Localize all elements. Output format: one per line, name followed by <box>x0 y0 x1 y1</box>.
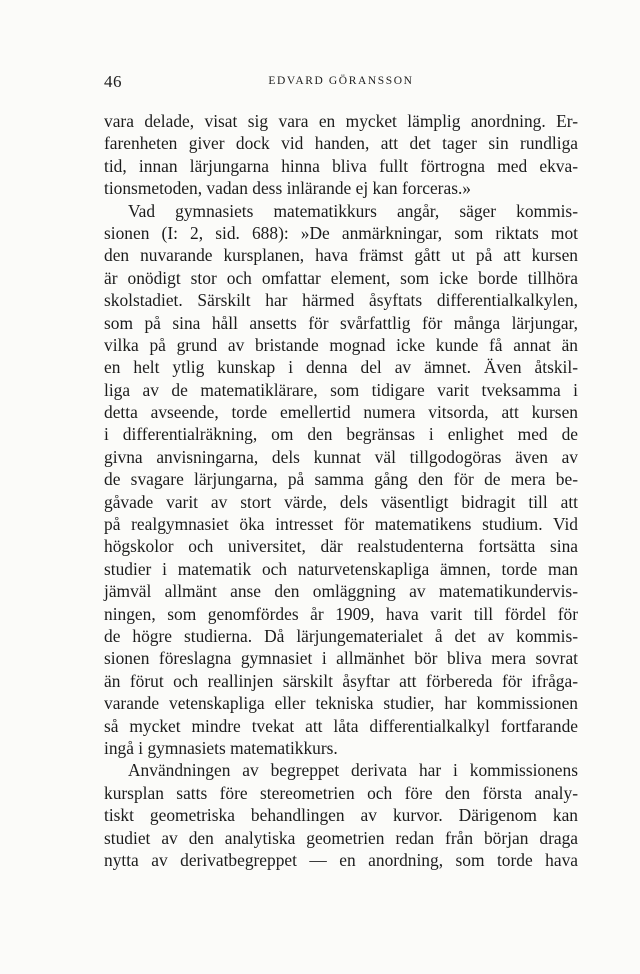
text-line: farenheten giver dock vid handen, att det tager sin rundliga <box>104 133 578 154</box>
text-line: vilka på grund av bristande mognad icke kunde få annat än <box>104 334 578 355</box>
text-line: som på sina håll ansetts för svårfattlig för många lärjungar, <box>104 312 578 333</box>
page-header <box>104 72 578 96</box>
text-line: Användningen av begreppet derivata har i kommissionens <box>128 760 578 781</box>
text-line: varande vetenskapliga eller tekniska studier, har kommissionen <box>104 693 578 714</box>
text-line: sionen föreslagna gymnasiet i allmänhet bör bliva mera sovrat <box>104 648 578 669</box>
text-line: detta avseende, torde emellertid numera vitsorda, att kursen <box>104 402 578 423</box>
text-line: ingå i gymnasiets matematikkurs. <box>104 737 338 758</box>
text-line: högskolor och universitet, där realstudenterna fortsätta sina <box>104 536 578 557</box>
text-line: Vad gymnasiets matematikkurs angår, säger kommis- <box>128 200 578 221</box>
page-number: 46 <box>104 72 122 91</box>
running-head: EDVARD GÖRANSSON <box>268 75 414 87</box>
text-line: så mycket mindre tvekat att låta differentialkalkyl fortfarande <box>104 715 578 736</box>
text-line: studiet av den analytiska geometrien redan från början draga <box>104 827 578 848</box>
text-line: sionen (I: 2, sid. 688): »De anmärkningar, som riktats mot <box>104 222 578 243</box>
text-line: än förut och reallinjen särskilt åsyftar att förbereda för ifråga- <box>104 670 578 691</box>
text-line: de svagare lärjungarna, på samma gång den för de mera be- <box>104 469 578 490</box>
text-line: på realgymnasiet öka intresset för matematikens studium. Vid <box>104 514 578 535</box>
text-line: ningen, som genomfördes år 1909, hava varit till fördel för <box>104 603 578 624</box>
text-line: tionsmetoden, vadan dess inlärande ej kan forceras.» <box>104 178 472 199</box>
text-line: tid, innan lärjungarna hinna bliva fullt förtrogna med ekva- <box>104 155 578 176</box>
text-line: kursplan satts före stereometrien och före den första analy- <box>104 782 578 803</box>
text-line: studier i matematik och naturvetenskapliga ämnen, torde man <box>104 558 578 579</box>
text-line: en helt ytlig kunskap i denna del av ämnet. Även åtskil- <box>104 357 578 378</box>
text-line: är onödigt stor och omfattar element, som icke borde tillhöra <box>104 267 578 288</box>
text-line: jämväl allmänt anse den omläggning av matematikundervis- <box>104 581 578 602</box>
text-line: gåvade varit av stort värde, dels väsentligt bidragit till att <box>104 491 578 512</box>
text-line: skolstadiet. Särskilt har härmed åsyftats differentialkalkylen, <box>104 290 578 311</box>
text-line: givna anvisningarna, dels kunnat väl tillgodogöras även av <box>104 446 578 467</box>
text-line: de högre studierna. Då lärjungematerialet å det av kommis- <box>104 625 578 646</box>
text-line: nytta av derivatbegreppet — en anordning, som torde hava <box>104 849 578 870</box>
text-line: den nuvarande kursplanen, hava främst gått ut på att kursen <box>104 245 578 266</box>
text-line: vara delade, visat sig vara en mycket lämplig anordning. Er- <box>104 111 578 131</box>
text-line: i differentialräkning, om den begränsas i enlighet med de <box>104 424 578 445</box>
text-line: tiskt geometriska behandlingen av kurvor. Därigenom kan <box>104 805 578 826</box>
text-line: liga av de matematiklärare, som tidigare varit tveksamma i <box>104 379 578 400</box>
body-text <box>104 110 578 871</box>
